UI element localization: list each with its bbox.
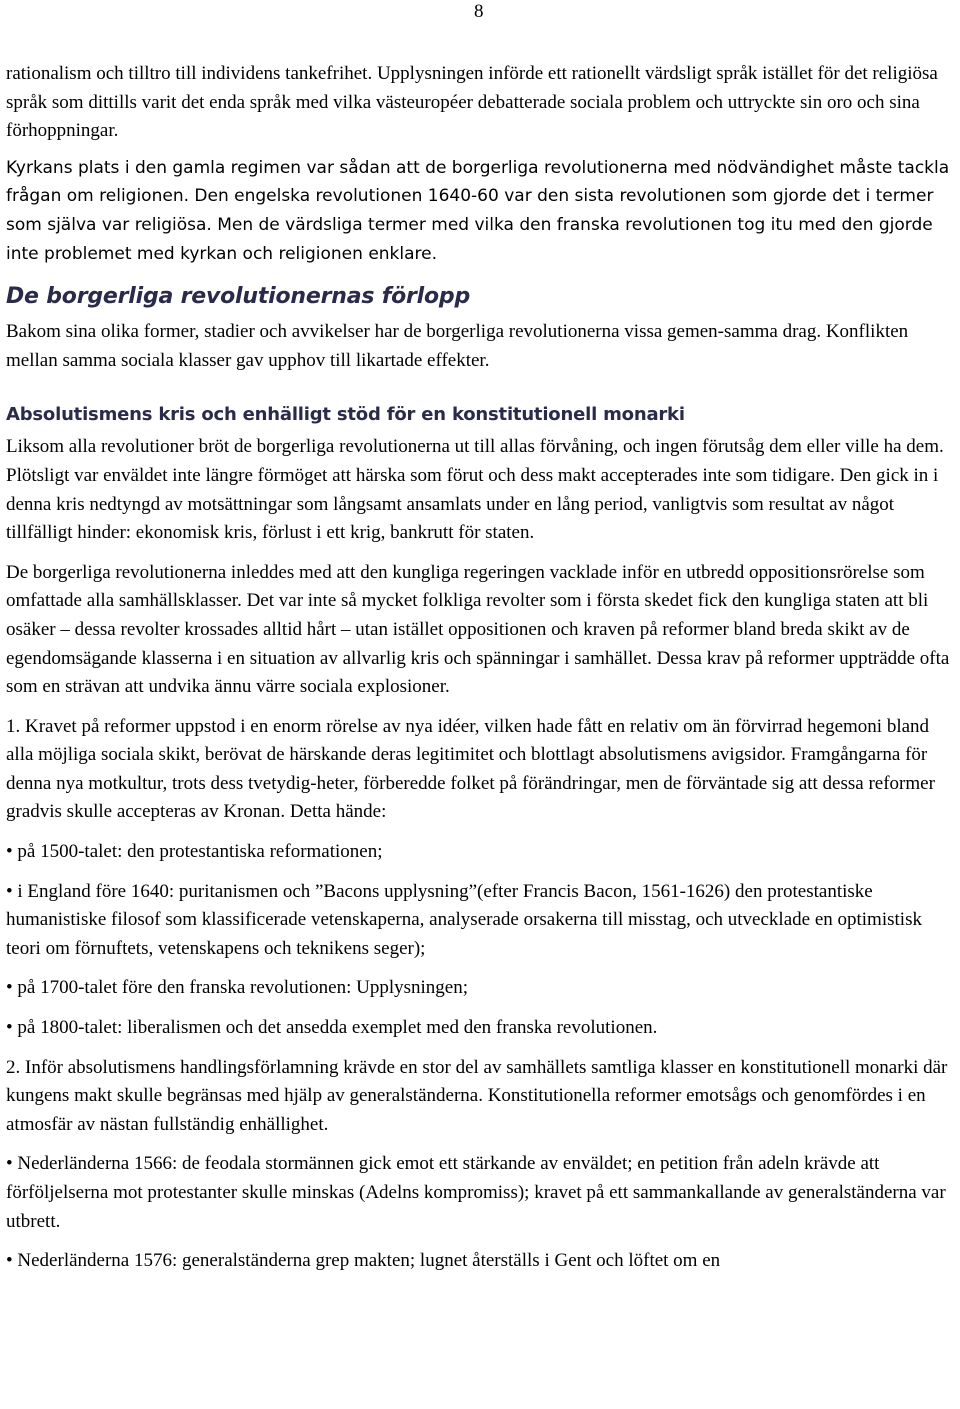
- list-item: • på 1500-talet: den protestantiska reformationen;: [6, 841, 383, 863]
- paragraph-intro: rationalism och tilltro till individens tankefrihet. Upplysningen införde ett rationellt värdsligt språk istället för det religiösa språk som dittills varit det enda språk med vilka västeuropéer debatterade sociala problem och uttryckte sin oro och sina förhoppningar.: [6, 63, 938, 142]
- paragraph-crisis: Liksom alla revolutioner bröt de borgerliga revolutionerna ut till allas förvåning, och ingen förutsåg dem eller ville ha dem. Plötsligt var enväldet inte längre förmöget att härska som förut och dess makt accepterades inte som tidigare. Den gick in i denna kris nedtyngd av motsättningar som långsamt ansamlats under en lång period, vanligtvis som resultat av något tillfälligt hinder: ekonomisk kris, förlust i ett krig, bankrutt för staten.: [6, 436, 944, 544]
- subsection-heading: Absolutismens kris och enhälligt stöd för en konstitutionell monarki: [6, 404, 685, 426]
- section-heading: De borgerliga revolutionernas förlopp: [6, 284, 470, 310]
- paragraph-church: Kyrkans plats i den gamla regimen var sådan att de borgerliga revolutionerna med nödvändighet måste tackla frågan om religionen. Den engelska revolutionen 1640-60 var den sista revolutionen som gjorde det i termer som själva var religiösa. Men de värdsliga termer med vilka den franska revolutionen tog itu med den gjorde inte problemet med kyrkan och religionen enklare.: [6, 157, 950, 264]
- page-number: 8: [474, 1, 484, 22]
- list-item: • i England före 1640: puritanismen och ”Bacons upplysning”(efter Francis Bacon, 1561-1626) den protestantiske humanistiske filosof som klassificerade vetenskaperna, analyserade orsakerna till misstag, och utvecklade en optimistisk teori om förnuftets, vetenskapens och teknikens seger);: [6, 880, 922, 959]
- list-item: • på 1700-talet före den franska revolutionen: Upplysningen;: [6, 977, 468, 999]
- list-item: • Nederländerna 1576: generalständerna grep makten; lugnet återställs i Gent och löftet om en: [6, 1250, 721, 1272]
- paragraph-common-traits: Bakom sina olika former, stadier och avvikelser har de borgerliga revolutionerna vissa gemen-samma drag. Konflikten mellan samma sociala klasser gav upphov till likartade effekter.: [6, 321, 909, 371]
- paragraph-point-1: 1. Kravet på reformer uppstod i en enorm rörelse av nya idéer, vilken hade fått en relativ om än förvirrad hegemoni bland alla möjliga sociala skikt, berövat de härskande deras legitimitet och blottlagt absolutismens avigsidor. Framgångarna för denna nya motkultur, trots dess tvetydig-heter, förberedde folket på förändringar, men de förväntade sig att dessa reformer gradvis skulle accepteras av Kronan. Detta hände:: [6, 715, 935, 823]
- list-item: • Nederländerna 1566: de feodala stormännen gick emot ett stärkande av enväldet; en petition från adeln krävde att förföljelserna mot protestanter skulle minskas (Adelns kompromiss); kravet på ett sammankallande av generalständerna var utbrett.: [6, 1153, 946, 1232]
- paragraph-point-2: 2. Inför absolutismens handlingsförlamning krävde en stor del av samhällets samtliga klasser en konstitutionell monarki där kungens makt skulle begränsas med hjälp av generalständerna. Konstitutionella reformer emotsågs och genomfördes i en atmosfär av nästan fullständig enhällighet.: [6, 1056, 948, 1135]
- list-item: • på 1800-talet: liberalismen och det ansedda exemplet med den franska revolutionen.: [6, 1017, 658, 1039]
- paragraph-opposition: De borgerliga revolutionerna inleddes med att den kungliga regeringen vacklade inför en utbredd oppositionsrörelse som omfattade alla samhällsklasser. Det var inte så mycket folkliga revolter som i första skedet fick den kungliga staten att bli osäker – dessa revolter krossades alltid hårt – utan istället oppositionen och kraven på reformer bland breda skikt av de egendomsägande klasserna i en situation av allvarlig kris och spänningar i samhället. Dessa krav på reformer uppträdde ofta som en strävan att undvika ännu värre sociala explosioner.: [6, 561, 950, 698]
